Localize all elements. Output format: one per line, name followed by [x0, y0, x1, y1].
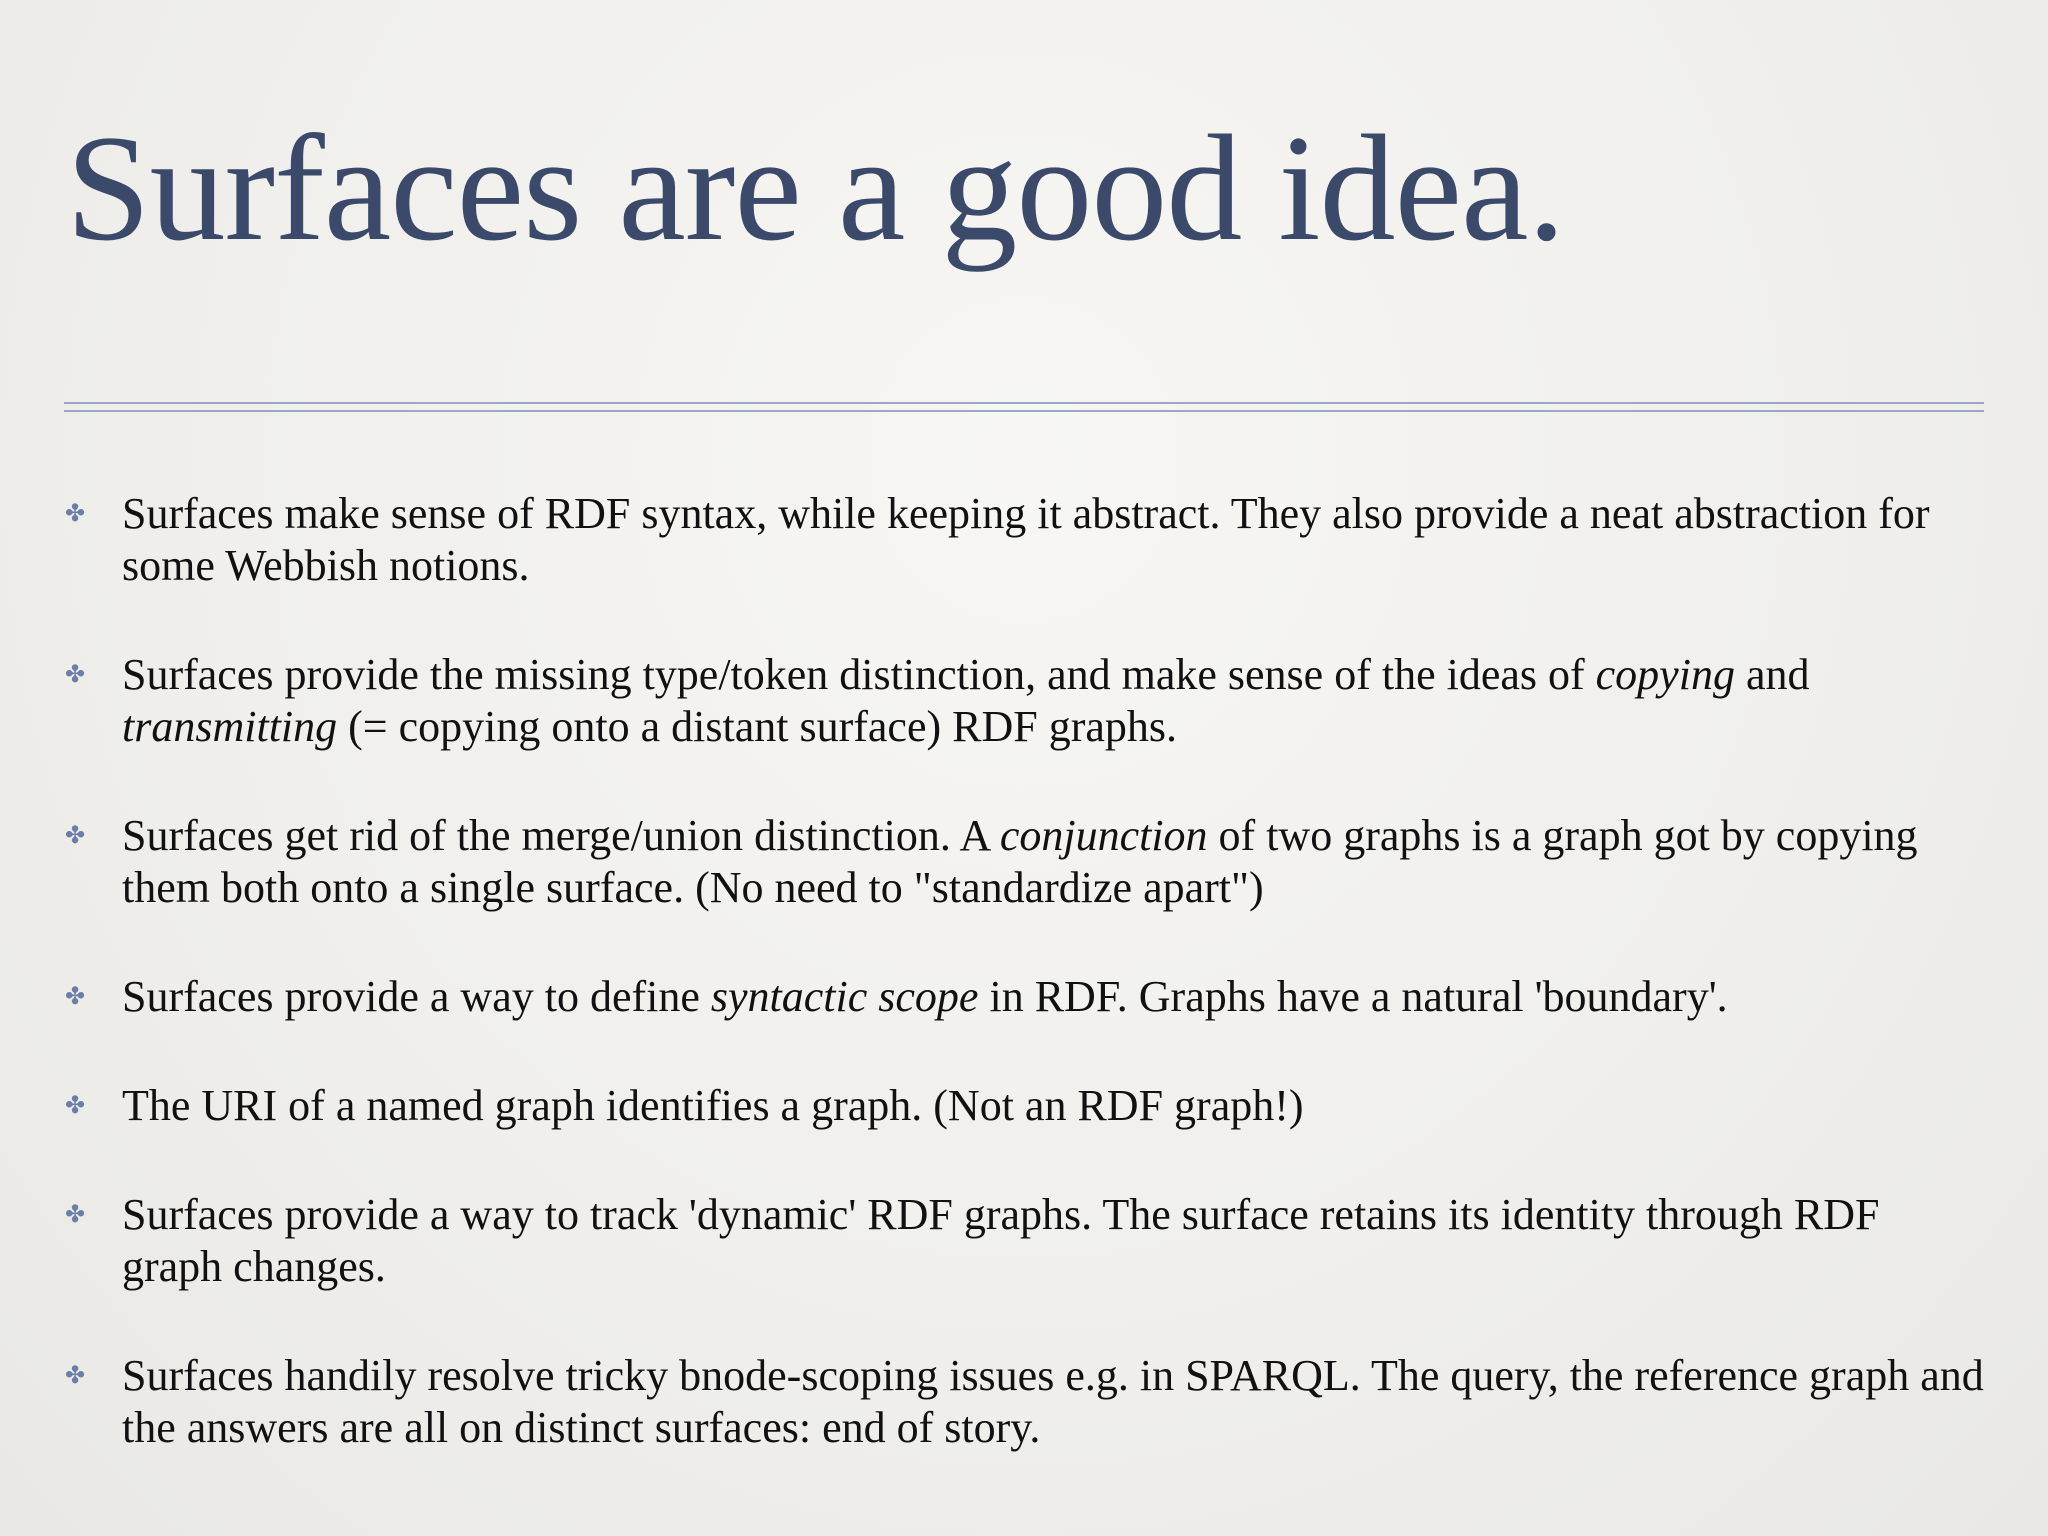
bullet-text: Surfaces provide a way to track 'dynamic' RDF graphs. The surface retains its identity through RDF graph changes. — [122, 1190, 1880, 1291]
title-divider-top — [64, 402, 1984, 404]
bullet-item — [60, 488, 1990, 592]
star-bullet-icon: ✤ — [65, 1202, 86, 1228]
bullet-text: Surfaces get rid of the merge/union distinction. A conjunction of two graphs is a graph got by copying them both onto a single surface. (No need to "standardize apart") — [122, 811, 1918, 912]
star-bullet-icon: ✤ — [65, 984, 86, 1010]
star-bullet-icon: ✤ — [65, 501, 86, 527]
star-bullet-icon: ✤ — [65, 1363, 86, 1389]
title-divider-bottom — [64, 410, 1984, 412]
bullet-text: Surfaces provide a way to define syntactic scope in RDF. Graphs have a natural 'boundary'. — [122, 972, 1728, 1021]
bullet-text: Surfaces make sense of RDF syntax, while keeping it abstract. They also provide a neat abstraction for some Webbish notions. — [122, 489, 1930, 590]
bullet-text: Surfaces provide the missing type/token distinction, and make sense of the ideas of copying and transmitting (= copying onto a distant surface) RDF graphs. — [122, 650, 1810, 751]
bullet-text: The URI of a named graph identifies a graph. (Not an RDF graph!) — [122, 1081, 1304, 1130]
bullet-item — [60, 1350, 1990, 1454]
star-bullet-icon: ✤ — [65, 823, 86, 849]
bullet-list — [60, 488, 1990, 1511]
bullet-item — [60, 649, 1990, 753]
star-bullet-icon: ✤ — [65, 662, 86, 688]
bullet-item — [60, 810, 1990, 914]
bullet-item — [60, 1080, 1990, 1132]
bullet-item — [60, 971, 1990, 1023]
star-bullet-icon: ✤ — [65, 1093, 86, 1119]
slide-title: Surfaces are a good idea. — [66, 104, 1565, 272]
bullet-text: Surfaces handily resolve tricky bnode-scoping issues e.g. in SPARQL. The query, the reference graph and the answers are all on distinct surfaces: end of story. — [122, 1351, 1984, 1452]
bullet-item — [60, 1189, 1990, 1293]
